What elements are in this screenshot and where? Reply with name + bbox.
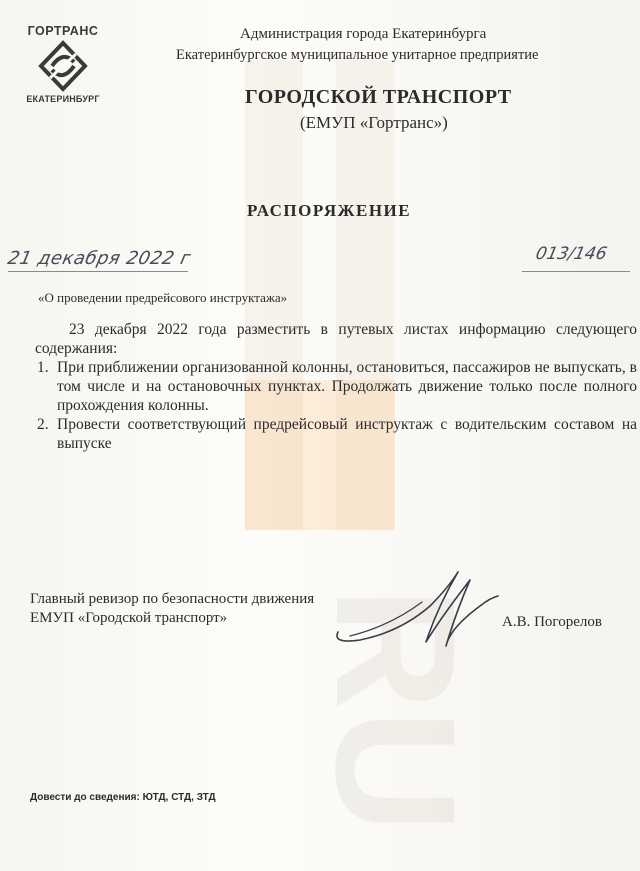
handwritten-signature <box>330 566 500 650</box>
logo-bottom-text: ЕКАТЕРИНБУРГ <box>26 94 100 104</box>
gortrans-logo <box>18 24 108 110</box>
date-underline <box>8 271 188 272</box>
watermark-text: RU <box>300 587 490 833</box>
number-underline <box>522 271 630 272</box>
list-item-text: Провести соответствующий предрейсовый инструктаж с водительским составом на выпуске <box>57 416 637 452</box>
document-body <box>35 320 637 453</box>
signatory-position: Главный ревизор по безопасности движения <box>30 591 315 607</box>
document-subject: «О проведении предрейсового инструктажа» <box>38 290 288 305</box>
signatory-name: А.В. Погорелов <box>502 614 602 630</box>
list-item-number: 1. <box>37 359 49 376</box>
header-enterprise: Екатеринбургское муниципальное унитарное предприятие <box>176 47 539 63</box>
handwritten-date: 21 декабря 2022 г <box>5 248 193 269</box>
header-subtitle: (ЕМУП «Гортранс») <box>300 113 448 132</box>
document-type: РАСПОРЯЖЕНИЕ <box>247 201 412 220</box>
header-administration: Администрация города Екатеринбурга <box>240 26 487 42</box>
body-intro: 23 декабря 2022 года разместить в путевых листах информацию следующего содержания: <box>35 321 637 357</box>
header-title: ГОРОДСКОЙ ТРАНСПОРТ <box>245 86 512 108</box>
list-item <box>35 358 637 415</box>
logo-emblem-icon <box>38 40 88 92</box>
list-item <box>35 415 637 453</box>
list-item-text: При приближении организованной колонны, остановиться, пассажиров не выпускать, в том числе и на остановочных пунктах. Продолжать движение только после полного прохождения колонны. <box>57 359 637 414</box>
handwritten-number: 013/146 <box>533 244 609 264</box>
list-item-number: 2. <box>37 416 49 433</box>
signatory-organization: ЕМУП «Городской транспорт» <box>30 610 228 626</box>
logo-top-text: ГОРТРАНС <box>27 24 99 38</box>
distribution-note: Довести до сведения: ЮТД, СТД, ЗТД <box>30 792 216 803</box>
